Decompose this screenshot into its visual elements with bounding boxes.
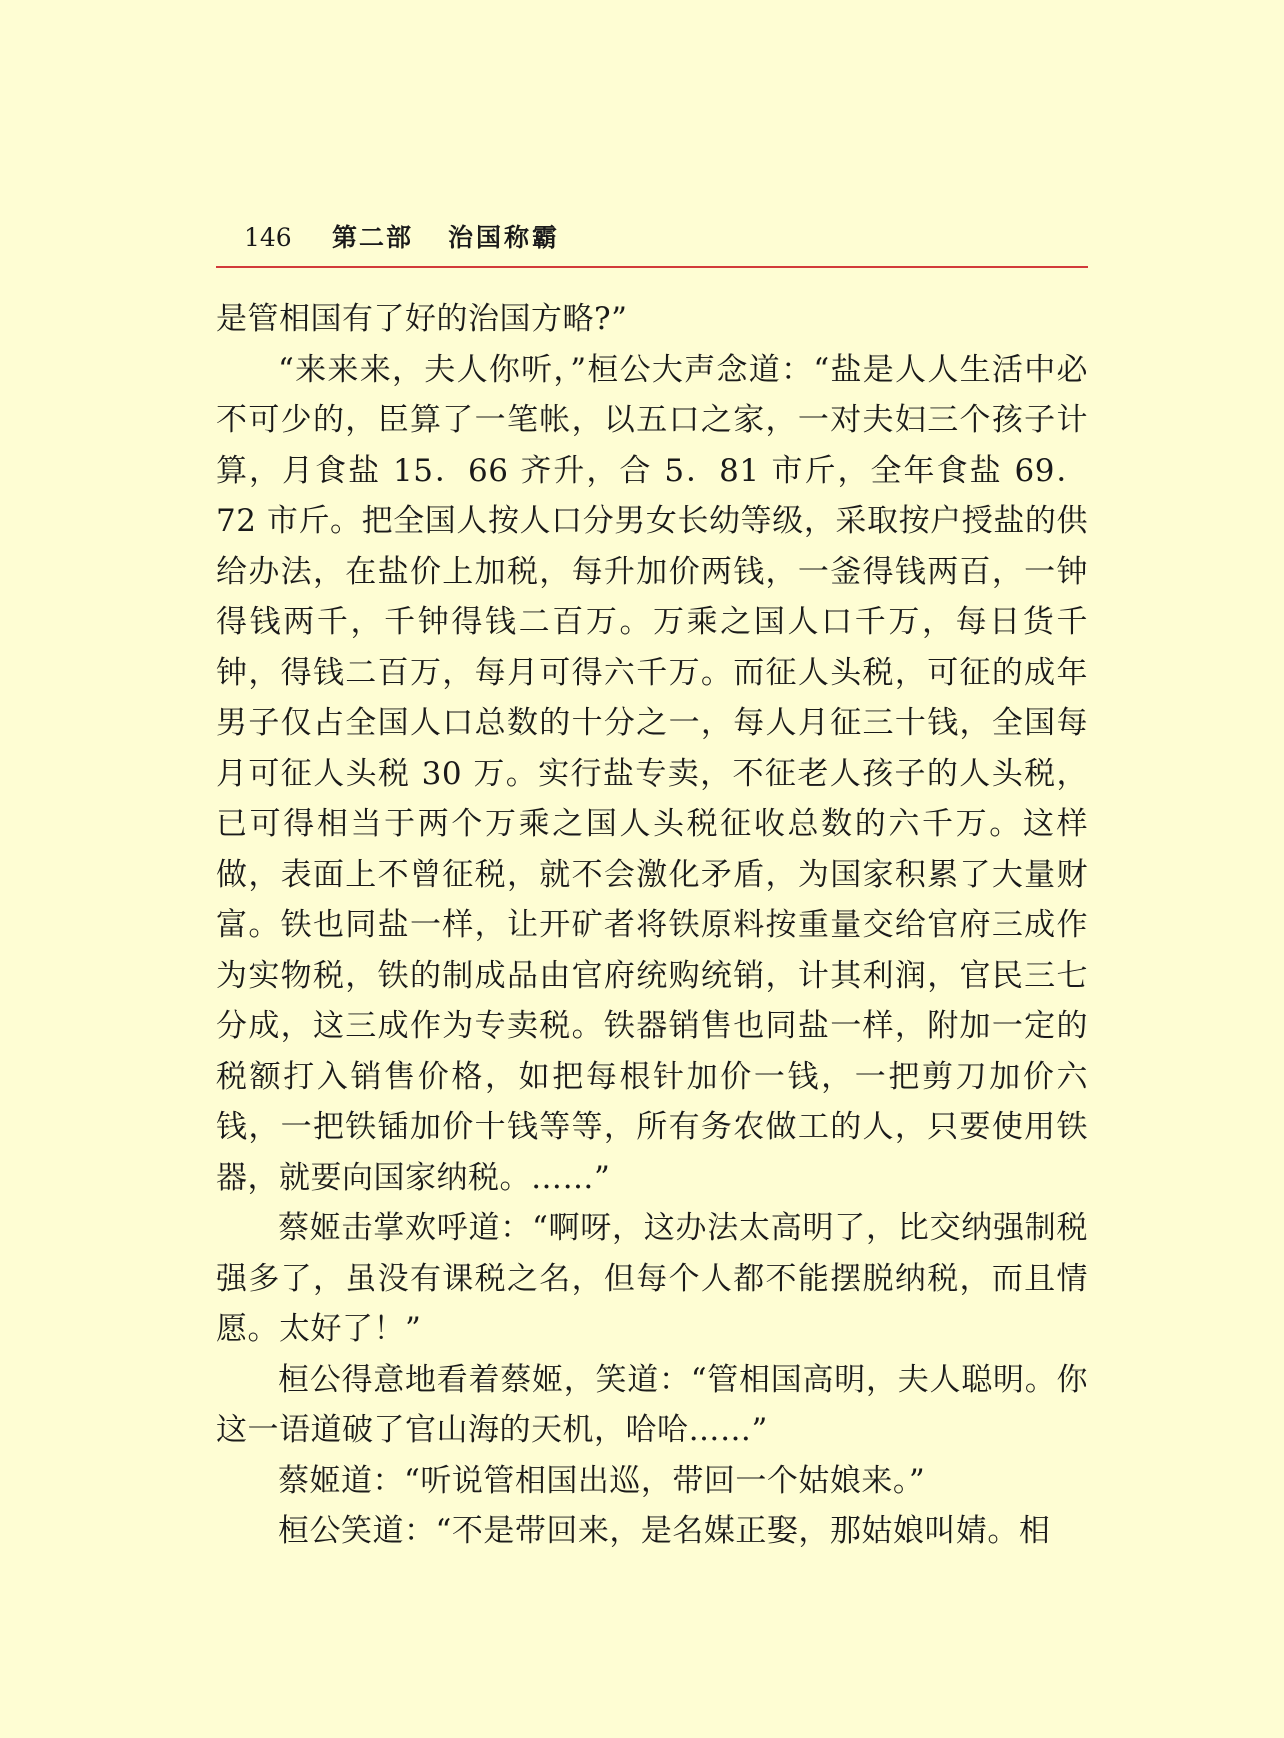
paragraph: 蔡姬击掌欢呼道：“啊呀，这办法太高明了，比交纳强制税强多了，虽没有课税之名，但每个人都不能摆脱纳税，而且情愿。太好了！” (216, 1210, 1088, 1347)
paragraph: 蔡姬道：“听说管相国出巡，带回一个姑娘来。” (278, 1462, 926, 1499)
part-title: 第二部 (332, 223, 414, 252)
paragraph: 桓公得意地看着蔡姬，笑道：“管相国高明，夫人聪明。你这一语道破了官山海的天机，哈哈……” (216, 1361, 1088, 1448)
paragraph: 桓公笑道：“不是带回来，是名媒正娶，那姑娘叫婧。相 (278, 1513, 1051, 1549)
running-header (216, 218, 1088, 268)
paragraph: 是管相国有了好的治国方略?” (216, 301, 628, 337)
paragraph: “来来来，夫人你听，”桓公大声念道：“盐是人人生活中必不可少的，臣算了一笔帐，以五口之家，一对夫妇三个孩子计算，月食盐 15．66 齐升，合 5．81 市斤，全年食盐 69．72 市斤。把全国人按人口分男女长幼等级，采取按户授盐的供给办法，在盐价上加税，每升加价两钱，一釜得钱两百，一钟得钱两千，千钟得钱二百万。万乘之国人口千万，每日货千钟，得钱二百万，每月可得六千万。而征人头税，可征的成年男子仅占全国人口总数的十分之一，每人月征三十钱，全国每月可征人头税 30 万。实行盐专卖，不征老人孩子的人头税，已可得相当于两个万乘之国人头税征收总数的六千万。这样做，表面上不曾征税，就不会激化矛盾，为国家积累了大量财富。铁也同盐一样，让开矿者将铁原料按重量交给官府三成作为实物税，铁的制成品由官府统购统销，计其利润，官民三七分成，这三成作为专卖税。铁器销售也同盐一样，附加一定的税额打入销售价格，如把每根针加价一钱，一把剪刀加价六钱，一把铁锸加价十钱等等，所有务农做工的人，只要使用铁器，就要向国家纳税。……” (216, 351, 1088, 1196)
body-text (216, 294, 1088, 1557)
page-number: 146 (244, 223, 292, 252)
chapter-title: 治国称霸 (448, 223, 561, 252)
